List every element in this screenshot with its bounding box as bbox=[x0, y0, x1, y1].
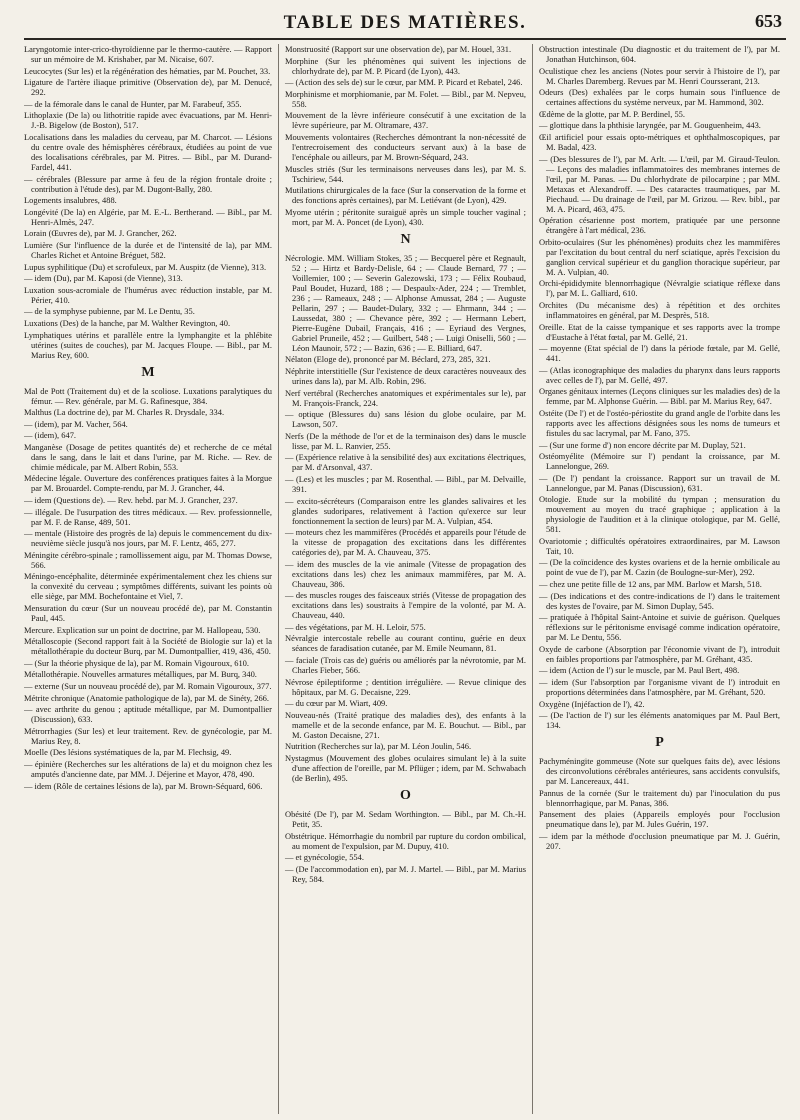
index-entry: Nutrition (Recherches sur la), par M. Léon Joulin, 546. bbox=[285, 741, 472, 752]
index-entry: Lorain (Œuvres de), par M. J. Grancher, 262. bbox=[24, 228, 177, 239]
page-number: 653 bbox=[755, 11, 782, 31]
index-entry: Otologie. Etude sur la mobilité du tympan ; mensuration du mouvement au moyen du tracé graphique ; application à la physiologie de l'audition et à la clinique otologique, par M. Gellé, 581. bbox=[539, 494, 780, 535]
index-entry: Morphinisme et morphiomanie, par M. Folet. — Bibl., par M. Nepveu, 558. bbox=[285, 88, 526, 109]
index-entry: Névralgie intercostale rebelle au courant continu, guérie en deux séances de faradisation cutanée, par M. Emile Neumann, 81. bbox=[285, 633, 526, 654]
index-entry: Orbito-oculaires (Sur les phénomènes) produits chez les mammifères par l'excitation du bout central du nerf sciatique, après l'excision du ganglion cervical supérieur et du ganglion thoracique supérieur, par M. A. Vulpian, 40. bbox=[539, 236, 780, 277]
index-columns bbox=[24, 44, 786, 1114]
index-entry: — moyenne (Etat spécial de l') dans la période fœtale, par M. Gellé, 441. bbox=[539, 343, 780, 364]
index-entry: Nystagmus (Mouvement des globes oculaires simulant le) à la suite d'une affection de l'oreille, par M. Pflüger ; idem, par M. Schwabach (de Berlin), 495. bbox=[285, 753, 526, 784]
index-entry: Métrorrhagies (Sur les) et leur traitement. Rev. de gynécologie, par M. Marius Rey, 8. bbox=[24, 725, 272, 746]
index-entry: Mal de Pott (Traitement du) et de la scoliose. Luxations paralytiques du fémur. — Rev. générale, par M. G. Rafinesque, 384. bbox=[24, 385, 272, 406]
index-entry: Ligature de l'artère iliaque primitive (Observation de), par M. Denucé, 292. bbox=[24, 77, 272, 98]
section-letter: N bbox=[400, 231, 411, 247]
index-entry: Névrose épileptiforme ; dentition irrégulière. — Revue clinique des hôpitaux, par M. G. Decaisne, 229. bbox=[285, 676, 526, 697]
index-entry: Muscles striés (Sur les terminaisons nerveuses dans les), par M. S. Tschiriew, 544. bbox=[285, 163, 526, 184]
index-entry: Méningo-encéphalite, déterminée expérimentalement chez les chiens sur la convexité du cerveau ; symptômes différents, suivant les points où elle siège, par MM. Bochefontaine et Viel, 7. bbox=[24, 571, 272, 602]
index-entry: Oxyde de carbone (Absorption par l'économie vivant de l'), introduit en faibles proportions par l'atmosphère, par M. Gréhant, 435. bbox=[539, 643, 780, 664]
index-entry: Médecine légale. Ouverture des conférences pratiques faites à la Morgue par M. Brouardel. Compte-rendu, par M. J. Grancher, 44. bbox=[24, 473, 272, 494]
index-entry: — (Sur une forme d') non encore décrite par M. Duplay, 521. bbox=[539, 439, 746, 450]
index-entry: Mouvement de la lèvre inférieure consécutif à une excitation de la lèvre supérieure, par M. Oltramare, 437. bbox=[285, 110, 526, 131]
index-entry: — idem (Questions de). — Rev. hebd. par M. J. Grancher, 237. bbox=[24, 495, 238, 506]
index-entry: — (Action des sels de) sur le cœur, par MM. P. Picard et Rebatel, 246. bbox=[285, 77, 523, 88]
index-column-1 bbox=[24, 44, 278, 1114]
section-letter: M bbox=[141, 364, 155, 380]
index-entry: — idem (Rôle de certaines lésions de la), par M. Brown-Séquard, 606. bbox=[24, 780, 263, 791]
index-entry: Logements insalubres, 488. bbox=[24, 195, 117, 206]
index-entry: Méningite cérébro-spinale ; ramollissement aigu, par M. Thomas Dowse, 566. bbox=[24, 549, 272, 570]
index-column-3 bbox=[532, 44, 786, 1114]
index-entry: Métrite chronique (Anatomie pathologique de la), par M. de Sinéty, 266. bbox=[24, 692, 270, 703]
index-entry: — chez une petite fille de 12 ans, par MM. Barlow et Marsh, 518. bbox=[539, 579, 762, 590]
index-column-2 bbox=[278, 44, 532, 1114]
index-entry: Leucocytes (Sur les) et la régénération des hématies, par M. Pouchet, 33. bbox=[24, 65, 271, 76]
index-entry: — idem des muscles de la vie animale (Vitesse de propagation des excitations dans les) chez les animaux mammifères, par M. A. Chauveau, 386. bbox=[285, 558, 526, 589]
index-entry: — idem par la méthode d'occlusion pneumatique par M. J. Guérin, 207. bbox=[539, 831, 780, 851]
index-entry: — optique (Blessures du) sans lésion du globe oculaire, par M. Lawson, 507. bbox=[285, 409, 526, 430]
index-entry: Mutilations chirurgicales de la face (Sur la conservation de la forme et des fonctions après certaines), par M. Letiévant (de Lyon), 429. bbox=[285, 185, 526, 206]
index-entry: Obstétrique. Hémorrhagie du nombril par rupture du cordon ombilical, au moment de l'expulsion, par M. Dupuy, 410. bbox=[285, 830, 526, 851]
index-entry: — (De l'accommodation en), par M. J. Martel. — Bibl., par M. Marius Rey, 584. bbox=[285, 863, 526, 884]
index-entry: Mensuration du cœur (Sur un nouveau procédé de), par M. Constantin Paul, 445. bbox=[24, 603, 272, 624]
index-entry: — mentale (Histoire des progrès de la) depuis le commencement du dix-neuvième siècle jusqu'à nos jours, par M. F. Lentz, 465, 277. bbox=[24, 528, 272, 549]
index-entry: Obstruction intestinale (Du diagnostic et du traitement de l'), par M. Jonathan Hutchinson, 604. bbox=[539, 44, 780, 64]
index-entry: Nécrologie. MM. William Stokes, 35 ; — Becquerel père et Regnault, 52 ; — Hirtz et Bardy-Delisle, 64 ; — Claude Bernard, 77 ; — Voillemier, 100 ; — Severin Galezowski, 173 ; — Félix Roubaud, Paul Boudet, Huzard, 188 ; — Despaulx-Ader, 224 ; — Tremblet, 236 ; — Rameaux, 248 ; — Alphonse Amussat, 284 ; — Auguste Pellarin, 297 ; — Baudet-Dulary, 332 ; — Ehrmann, 344 ; — Laussedat, 380 ; — Chevance père, 392 ; — Hermann Lebert, Pierre-Eugène Dubail, Français, 416 ; — Eyriaud des Vergnes, Gabriel Pruneile, 452 ; — Guilbert, 548 ; — Luigi Oniselli, 560 ; — Léon Maunoir, 572 ; — Bazin, 636 ; — E. Billiard, 647. bbox=[285, 252, 526, 353]
index-entry: Nerf vertébral (Recherches anatomiques et expérimentales sur le), par M. François-Franck, 224. bbox=[285, 387, 526, 408]
index-entry: Opération césarienne post mortem, pratiquée par une personne étrangère à l'art médical, 236. bbox=[539, 215, 780, 236]
index-entry: Nélaton (Eloge de), prononcé par M. Béclard, 273, 285, 321. bbox=[285, 354, 491, 365]
index-entry: — pratiquée à l'hôpital Saint-Antoine et suivie de guérison. Quelques réflexions sur le péritonisme envisagé comme indication opératoire, par M. Le Dentu, 556. bbox=[539, 612, 780, 643]
index-entry: Obésité (De l'), par M. Sedam Worthington. — Bibl., par M. Ch.-H. Petit, 35. bbox=[285, 809, 526, 830]
index-entry: — (Des blessures de l'), par M. Arlt. — L'œil, par M. Giraud-Teulon. — Leçons des maladies inflammatoires des membranes internes de l'œil, par M. Panas. — Du chlorhydrate de pilocarpine ; par MM. Metaxas et Alexandroff. — Des cataractes traumatiques, par M. Piechaud. — Du drainage de l'œil, par M. Grizou. — Rev. bibl., par M. A. Picard, 463, 475. bbox=[539, 153, 780, 214]
index-entry: — (Expérience relative à la sensibilité des) aux excitations électriques, par M. d'Arsonval, 437. bbox=[285, 452, 526, 473]
index-entry: Organes génitaux internes (Leçons cliniques sur les maladies des) de la femme, par M. Alphonse Guérin. — Bibl. par M. Marius Rey, 647. bbox=[539, 386, 780, 407]
index-entry: — (De l') pendant la croissance. Rapport sur un travail de M. Lannelongue, par M. Panas (Discussion), 631. bbox=[539, 472, 780, 493]
index-entry: Mercure. Explication sur un point de doctrine, par M. Hallopeau, 530. bbox=[24, 624, 261, 635]
index-entry: — idem (Action de l') sur le muscle, par M. Paul Bert, 498. bbox=[539, 665, 740, 676]
section-letter: O bbox=[400, 788, 411, 804]
index-entry: Monstruosité (Rapport sur une observation de), par M. Houel, 331. bbox=[285, 44, 512, 54]
page-title: TABLE DES MATIÈRES. bbox=[283, 12, 527, 33]
index-entry: Lithoplaxie (De la) ou lithotritie rapide avec évacuations, par M. Henri-J.-B. Bigelow (de Boston), 517. bbox=[24, 110, 272, 131]
index-entry: Lumière (Sur l'influence de la durée et de l'intensité de la), par MM. Charles Richet et Antoine Bréguet, 582. bbox=[24, 239, 272, 260]
index-entry: — excito-sécréteurs (Comparaison entre les glandes salivaires et les glandes sudoripares, relativement à l'action qu'exerce sur leur fonctionnement la section de leurs) par M. A. Vulpian, 454. bbox=[285, 495, 526, 526]
index-entry: Moelle (Des lésions systématiques de la, par M. Flechsig, 49. bbox=[24, 747, 232, 758]
index-entry: Œdème de la glotte, par M. P. Berdinel, 55. bbox=[539, 108, 685, 119]
index-entry: — (De l'action de l') sur les éléments anatomiques par M. Paul Bert, 134. bbox=[539, 710, 780, 731]
index-entry: — des muscles rouges des faisceaux striés (Vitesse de propagation des excitations dans les) soustraits à l'empire de la volonté, par M. A. Chauveau, 440. bbox=[285, 590, 526, 621]
index-entry: — avec arthrite du genou ; aptitude métallique, par M. Dumontpallier (Discussion), 633. bbox=[24, 704, 272, 725]
index-entry: — (Les) et les muscles ; par M. Rosenthal. — Bibl., par M. Delvaille, 391. bbox=[285, 473, 526, 494]
index-entry: Luxation sous-acromiale de l'humérus avec réduction instable, par M. Périer, 410. bbox=[24, 284, 272, 305]
index-entry: — (Des indications et des contre-indications de l') dans le traitement des kystes de l'ovaire, par M. Simon Duplay, 545. bbox=[539, 590, 780, 611]
index-entry: Odeurs (Des) exhalées par le corps humain sous l'influence de certaines affections du système nerveux, par M. Hammond, 302. bbox=[539, 87, 780, 108]
index-entry: — idem (Du), par M. Kaposi (de Vienne), 313. bbox=[24, 273, 183, 284]
index-entry: Ovariotomie ; difficultés opératoires extraordinaires, par M. Lawson Tait, 10. bbox=[539, 535, 780, 556]
index-entry: — (idem), 647. bbox=[24, 430, 77, 441]
index-entry: Manganèse (Dosage de petites quantités de) et recherche de ce métal dans le sang, dans le lait et dans l'urine, par M. Riche. — Rev. de chimie médicale, par M. Albert Robin, 553. bbox=[24, 441, 272, 472]
index-entry: Myome utérin ; péritonite suraiguë après un simple toucher vaginal ; mort, par M. A. Poncet (de Lyon), 430. bbox=[285, 206, 526, 227]
index-entry: Mouvements volontaires (Recherches démontrant la non-nécessité de l'entrecroisement des conducteurs servant aux) à la base de l'encéphale ou ailleurs, par M. Brown-Séquard, 243. bbox=[285, 131, 526, 162]
index-entry: — moteurs chez les mammifères (Procédés et appareils pour l'étude de la vitesse de propagation des excitations dans les différentes catégories de), par M. A. Chauveau, 375. bbox=[285, 527, 526, 558]
index-entry: Oculistique chez les anciens (Notes pour servir à l'histoire de l'), par M. Charles Daremberg. Revues par M. Henri Coursserant, 213. bbox=[539, 65, 780, 86]
section-letter: P bbox=[655, 735, 664, 751]
index-entry: Pansement des plaies (Appareils employés pour l'occlusion pneumatique dans le), par M. Jules Guérin, 197. bbox=[539, 809, 780, 830]
index-entry: — et gynécologie, 554. bbox=[285, 852, 364, 863]
index-entry: — faciale (Trois cas de) guéris ou améliorés par la névrotomie, par M. Charles Fieber, 566. bbox=[285, 655, 526, 676]
index-entry: — (Atlas iconographique des maladies du pharynx dans leurs rapports avec celles de l'), par M. Gellé, 497. bbox=[539, 364, 780, 385]
index-entry: Morphine (Sur les phénomènes qui suivent les injections de chlorhydrate de), par M. P. Picard (de Lyon), 443. bbox=[285, 55, 526, 76]
index-entry: — des végétations, par M. H. Leloir, 575. bbox=[285, 621, 426, 632]
index-entry: — (Sur la théorie physique de la), par M. Romain Vigouroux, 610. bbox=[24, 657, 250, 668]
index-entry: Orchi-épididymite blennorrhagique (Névralgie sciatique réflexe dans l'), par M. L. Galliard, 610. bbox=[539, 278, 780, 299]
index-entry: Nouveau-nés (Traité pratique des maladies des), des enfants à la mamelle et de la seconde enfance, par M. E. Bouchut. — Bibl., par M. Gaston Decaisne, 271. bbox=[285, 709, 526, 740]
index-entry: Pannus de la cornée (Sur le traitement du) par l'inoculation du pus blennorrhagique, par M. Panas, 386. bbox=[539, 787, 780, 808]
index-entry: Lupus syphilitique (Du) et scrofuleux, par M. Auspitz (de Vienne), 313. bbox=[24, 261, 267, 272]
index-entry: — de la symphyse pubienne, par M. Le Dentu, 35. bbox=[24, 306, 195, 317]
index-entry: Œil artificiel pour essais opto-métriques et ophthalmoscopiques, par M. Badal, 423. bbox=[539, 131, 780, 152]
index-entry: — illégale. De l'usurpation des titres médicaux. — Rev. professionnelle, par M. F. de Ranse, 489, 501. bbox=[24, 506, 272, 527]
index-entry: Oreille. Etat de la caisse tympanique et ses rapports avec la trompe d'Eustache à l'état fœtal, par M. Gellé, 21. bbox=[539, 321, 780, 342]
index-entry: Ostéomyélite (Mémoire sur l') pendant la croissance, par M. Lannelongue, 269. bbox=[539, 451, 780, 472]
index-entry: Nerfs (De la méthode de l'or et de la terminaison des) dans le muscle lisse, par M. L. Ranvier, 255. bbox=[285, 430, 526, 451]
index-entry: Orchites (Du mécanisme des) à répétition et des orchites inflammatoires en général, par M. Desprès, 518. bbox=[539, 299, 780, 320]
index-entry: Pachyméningite gommeuse (Note sur quelques faits de), avec lésions des circonvolutions cérébrales antérieures, sans accidents convulsifs, par M. Lancereaux, 441. bbox=[539, 756, 780, 787]
index-entry: Malthus (La doctrine de), par M. Charles R. Drysdale, 334. bbox=[24, 407, 225, 418]
index-entry: Ostéite (De l') et de l'ostéo-périostite du grand angle de l'orbite dans les rapports avec les affections désignées sous les noms de tumeurs et fistules du sac lacrymal, par M. Fano, 375. bbox=[539, 407, 780, 438]
index-entry: — (De la coïncidence des kystes ovariens et de la hernie ombilicale au point de vue de l'), par M. Cazin (de Boulogne-sur-Mer), 292. bbox=[539, 557, 780, 578]
index-entry: — cérébrales (Blessure par arme à feu de la région frontale droite ; contribution à l'étude des), par M. Dugont-Bally, 280. bbox=[24, 173, 272, 194]
index-entry: Métalloscopie (Second rapport fait à la Société de Biologie sur la) et la métallothérapie du docteur Burq, par M. Dumontpallier, 419, 436, 450. bbox=[24, 636, 272, 657]
index-entry: Métallothérapie. Nouvelles armatures métalliques, par M. Burq, 340. bbox=[24, 669, 257, 680]
index-entry: — idem (Sur l'absorption par l'organisme vivant de l') introduit en proportions déterminées dans l'atmosphère, par M. Gréhant, 520. bbox=[539, 677, 780, 698]
index-entry: — (idem), par M. Vacher, 564. bbox=[24, 418, 128, 429]
index-entry: Laryngotomie inter-crico-thyroïdienne par le thermo-cautère. — Rapport sur un mémoire de M. Krishaber, par M. Nicaise, 607. bbox=[24, 44, 272, 64]
index-entry: Localisations dans les maladies du cerveau, par M. Charcot. — Lésions du centre ovale des hémisphères cérébraux, étudiées au point de vue des localisations cérébrales, par M. Pitres. — Bibl., par M. Durand-Fardel, 441. bbox=[24, 131, 272, 172]
index-entry: — du cœur par M. Wiart, 409. bbox=[285, 698, 388, 709]
index-entry: — externe (Sur un nouveau procédé de), par M. Romain Vigouroux, 377. bbox=[24, 681, 272, 691]
index-entry: Néphrite interstitielle (Sur l'existence de deux caractères nouveaux des urines dans la), par M. Alb. Robin, 296. bbox=[285, 365, 526, 386]
index-entry: Oxygène (Injéfaction de l'), 42. bbox=[539, 698, 645, 709]
running-header bbox=[24, 10, 786, 40]
index-entry: Longévité (De la) en Algérie, par M. E.-L. Bertherand. — Bibl., par M. Henri-Almès, 247. bbox=[24, 206, 272, 227]
index-entry: Lymphatiques utérins et parallèle entre la lymphangite et la phlébite utérines (suites de couches), par M. Jacques Floupe. — Bibl., par M. Marius Rey, 600. bbox=[24, 329, 272, 360]
index-entry: — épinière (Recherches sur les altérations de la) et du moignon chez les amputés d'ancienne date, par MM. J. Déjerine et Mayor, 478, 490. bbox=[24, 758, 272, 779]
index-entry: — glottique dans la phthisie laryngée, par M. Gouguenheim, 443. bbox=[539, 120, 761, 131]
index-entry: Luxations (Des) de la hanche, par M. Walther Revington, 40. bbox=[24, 317, 231, 328]
index-entry: — de la fémorale dans le canal de Hunter, par M. Farabeuf, 355. bbox=[24, 98, 242, 109]
